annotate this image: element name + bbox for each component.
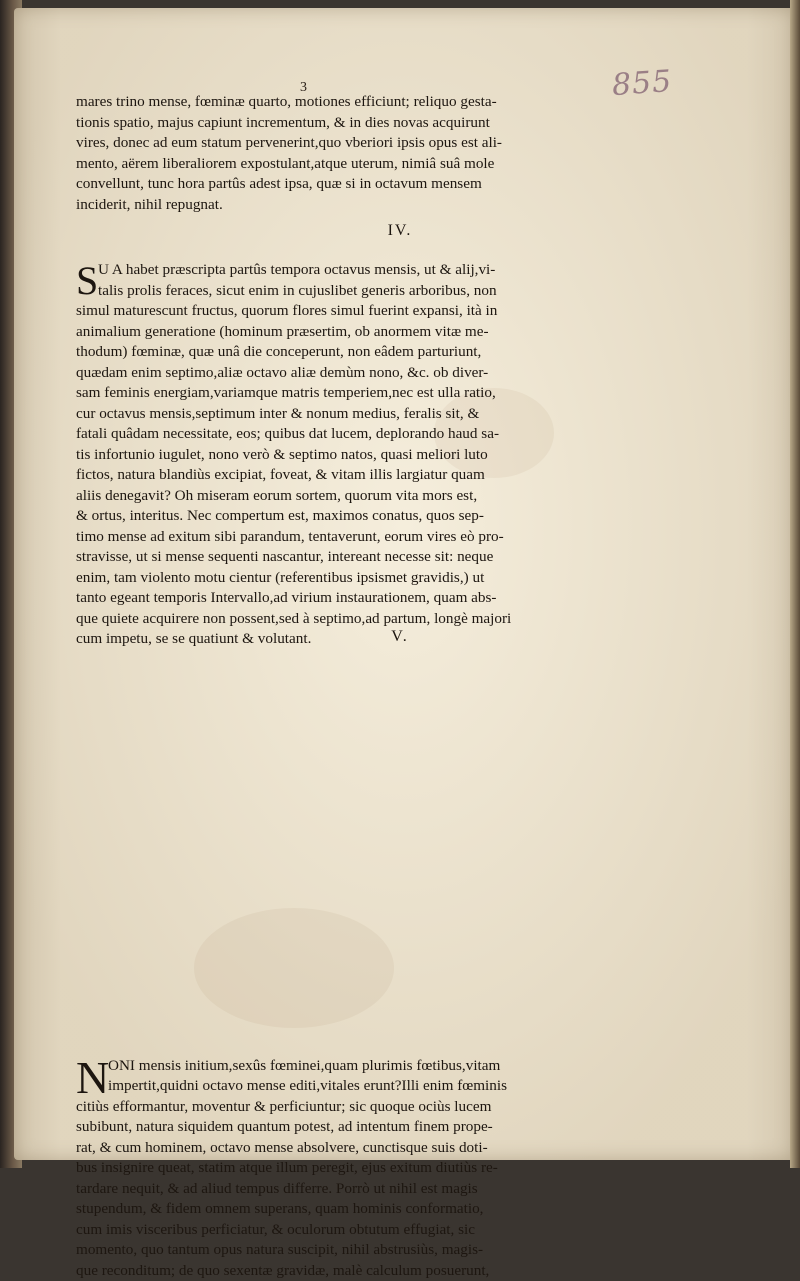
text-line: timo mense ad exitum sibi parandum, tentaverunt, eorum vires eò pro- — [76, 527, 552, 548]
text-line: rat, & cum hominem, octavo mense absolvere, cunctisque suis doti- — [76, 1138, 552, 1159]
text-line: talis prolis feraces, sicut enim in cujuslibet generis arboribus, non — [76, 281, 552, 302]
text-line: mares trino mense, fœminæ quarto, motiones efficiunt; reliquo gesta- — [76, 92, 552, 113]
text-line: vires, donec ad eum statum pervenerint,quo vberiori ipsis opus est ali- — [76, 133, 552, 154]
text-line: citiùs efformantur, moventur & perficiuntur; sic quoque ociùs lucem — [76, 1097, 552, 1118]
text-line: stupendum, & fidem omnem superans, quam hominis conformatio, — [76, 1199, 552, 1220]
section-v-dropcap: N — [76, 1056, 109, 1100]
text-line: tis infortunio iugulet, nono verò & septimo natos, quasi meliori luto — [76, 445, 552, 466]
page-number: 3 — [300, 80, 307, 96]
text-line: convellunt, tunc hora partûs adest ipsa, quæ si in octavum mensem — [76, 174, 552, 195]
text-line: & ortus, interitus. Nec compertum est, maximos conatus, quos sep- — [76, 506, 552, 527]
text-line: que quiete acquirere non possent,sed à septimo,ad partum, longè majori — [76, 609, 552, 630]
section-iv-dropcap: S — [76, 262, 98, 300]
section-v-paragraph — [76, 1056, 552, 1281]
text-line: que reconditum; de quo sexentæ gravidæ, malè calculum posuerunt, — [76, 1261, 552, 1281]
text-line: thodum) fœminæ, quæ unâ die conceperunt, non eâdem parturiunt, — [76, 342, 552, 363]
text-line: fatali quâdam necessitate, eos; quibus dat lucem, deplorando haud sa- — [76, 424, 552, 445]
page-edge — [790, 0, 800, 1168]
text-line: cum imis visceribus perficiatur, & oculorum obtutum effugiat, sic — [76, 1220, 552, 1241]
text-line: quædam enim septimo,aliæ octavo aliæ demùm nono, &c. ob diver- — [76, 363, 552, 384]
text-line: aliis denegavit? Oh miseram eorum sortem, quorum vita mors est, — [76, 486, 552, 507]
text-line: ONI mensis initium,sexûs fœminei,quam plurimis fœtibus,vitam — [76, 1056, 552, 1077]
text-line: simul maturescunt fructus, quorum flores simul fuerint expansi, ità in — [76, 301, 552, 322]
text-line: enim, tam violento motu cientur (referentibus ipsismet gravidis,) ut — [76, 568, 552, 589]
text-line: U A habet præscripta partûs tempora octavus mensis, ut & alij,vi- — [76, 260, 552, 281]
text-line: momento, quo tantum opus natura suscipit, nihil abstrusiùs, magis- — [76, 1240, 552, 1261]
text-line: mento, aërem liberaliorem expostulant,atque uterum, nimiâ suâ mole — [76, 154, 552, 175]
section-iv-paragraph — [76, 260, 552, 650]
section-v-heading: V. — [0, 628, 800, 646]
text-line: bus insignire queat, statim atque illum peregit, ejus exitum diutiùs re- — [76, 1158, 552, 1179]
text-line: cur octavus mensis,septimum inter & nonum medius, feralis sit, & — [76, 404, 552, 425]
text-line: tionis spatio, majus capiunt incrementum, & in dies novas acquirunt — [76, 113, 552, 134]
text-line: cum impetu, se se quatiunt & volutant. — [76, 629, 552, 650]
text-line: subibunt, natura siquidem quantum potest, ad intentum finem prope- — [76, 1117, 552, 1138]
text-line: stravisse, ut si mense sequenti nascantur, intereant necesse sit: neque — [76, 547, 552, 568]
text-line: fictos, natura blandiùs excipiat, foveat, & vitam illis largiatur quam — [76, 465, 552, 486]
text-line: sam feminis energiam,variamque matris temperiem,nec est ulla ratio, — [76, 383, 552, 404]
text-line: tanto egeant temporis Intervallo,ad virium instaurationem, quam abs- — [76, 588, 552, 609]
text-line: inciderit, nihil repugnat. — [76, 195, 552, 216]
text-line: impertit,quidni octavo mense editi,vitales erunt?Illi enim fœminis — [76, 1076, 552, 1097]
section-iv-heading: IV. — [0, 222, 800, 240]
handwritten-page-number: 855 — [611, 64, 674, 103]
paper-stain — [194, 908, 394, 1028]
text-line: tardare nequit, & ad aliud tempus differre. Porrò ut nihil est magis — [76, 1179, 552, 1200]
continuation-paragraph — [76, 92, 552, 215]
text-line: animalium generatione (hominum præsertim, ob anormem vitæ me- — [76, 322, 552, 343]
